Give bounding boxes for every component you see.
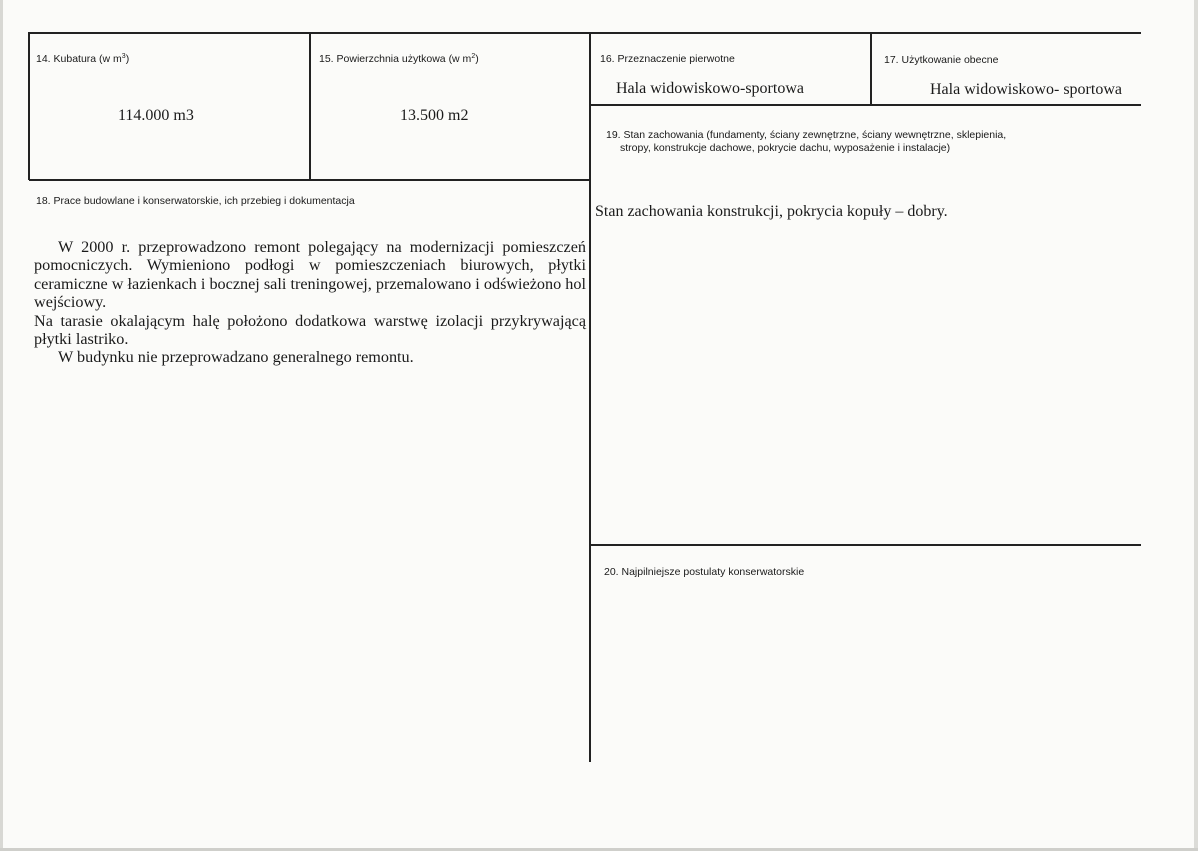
- field-18-paragraph: W budynku nie przeprowadzano generalnego remontu.: [58, 348, 414, 367]
- scan-edge-right: [1194, 0, 1198, 851]
- rule-v-16-17: [870, 32, 872, 105]
- top-rule: [29, 32, 1141, 34]
- field-16-label: 16. Przeznaczenie pierwotne: [600, 53, 735, 65]
- field-14-label: 14. Kubatura (w $m^3$): [36, 53, 130, 65]
- field-20-label: 20. Najpilniejsze postulaty konserwatorskie: [604, 566, 805, 578]
- field-15-label: 15. Powierzchnia użytkowa (w $m^2$): [319, 53, 479, 65]
- field-14-value: 114.000 m3: [118, 107, 194, 124]
- field-16-value: Hala widowiskowo-sportowa: [616, 80, 804, 97]
- field-19-value: Stan zachowania konstrukcji, pokrycia kopuły – dobry.: [595, 203, 948, 220]
- rule-above-20: [589, 544, 1141, 546]
- field-19-label-line2: stropy, konstrukcje dachowe, pokrycie dachu, wyposażenie i instalacje): [620, 142, 951, 154]
- scan-edge-left: [0, 0, 3, 851]
- field-18-body: [34, 238, 586, 367]
- field-19-label-line1: 19. Stan zachowania (fundamenty, ściany zewnętrzne, ściany wewnętrzne, sklepienia,: [606, 129, 1007, 141]
- field-15-value: 13.500 m2: [400, 107, 469, 124]
- rule-v-14-15: [309, 32, 311, 180]
- rule-under-16-17: [589, 104, 1141, 106]
- field-18-label: 18. Prace budowlane i konserwatorskie, ich przebieg i dokumentacja: [36, 195, 355, 207]
- field-17-value: Hala widowiskowo- sportowa: [930, 81, 1122, 98]
- rule-v-left: [28, 32, 30, 180]
- field-17-label: 17. Użytkowanie obecne: [884, 54, 999, 66]
- field-18-paragraph: Na tarasie okalającym halę położono dodatkowa warstwę izolacji przykrywającą płytki lastriko.: [34, 311, 586, 349]
- rule-v-main: [589, 32, 591, 762]
- rule-under-14-15: [29, 179, 590, 181]
- field-18-paragraph: W 2000 r. przeprowadzono remont polegający na modernizacji pomieszczeń pomocniczych. Wymieniono podłogi w pomieszczeniach biurowych, płytki ceramiczne w łazienkach i bocznej sali treningowej, przemalowano i odświeżono hol wejściowy.: [34, 238, 586, 312]
